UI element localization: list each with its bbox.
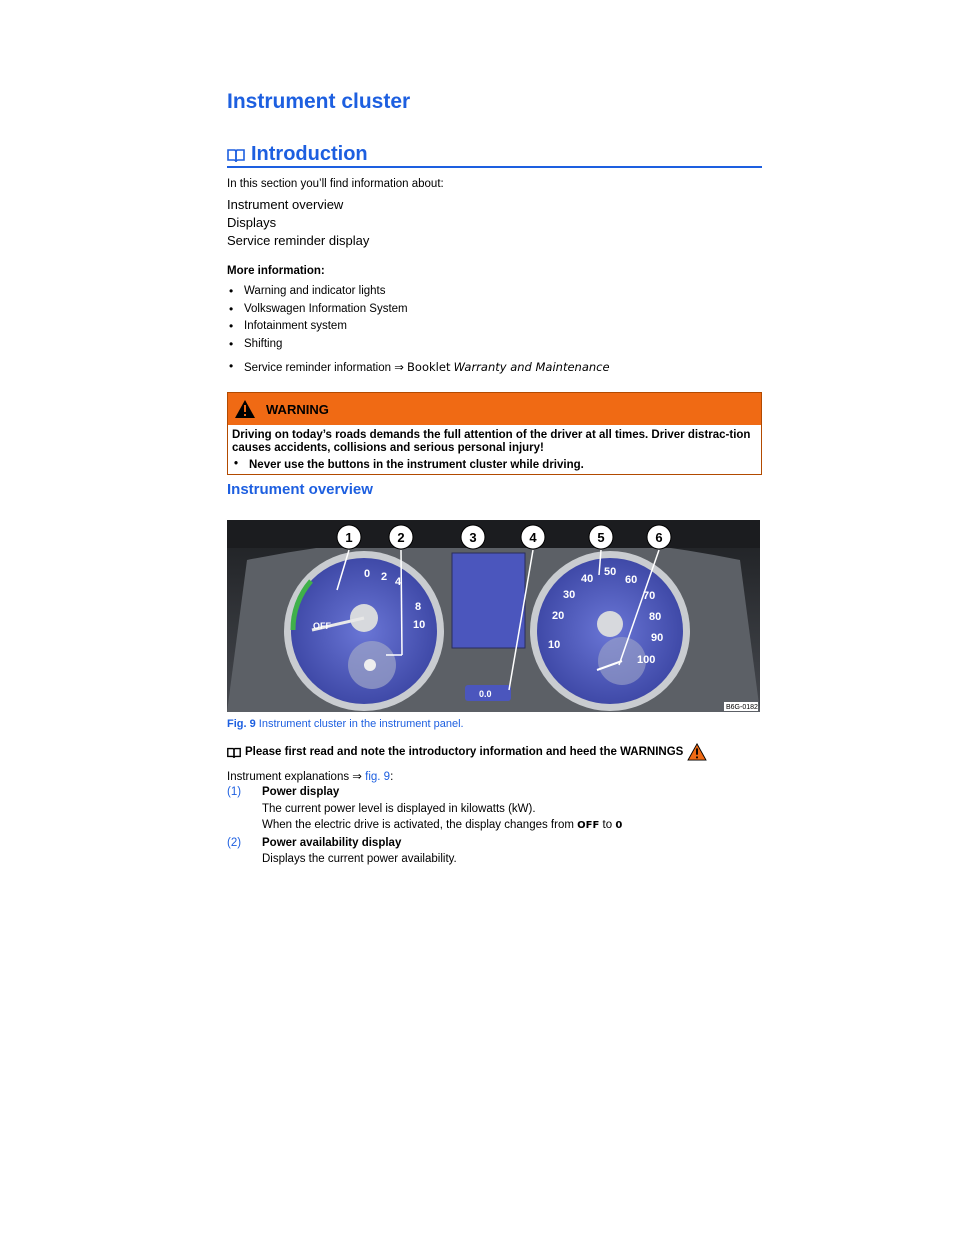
item-line: Displays the current power availability. — [262, 853, 457, 865]
right-tick-10: 10 — [548, 639, 561, 651]
list-item — [227, 835, 762, 868]
item-number: (2) — [227, 836, 242, 849]
callout-6: 6 — [655, 530, 663, 545]
heading-rule — [227, 166, 762, 168]
booklet-label: Booklet — [407, 360, 451, 375]
left-tick-10: 10 — [413, 619, 426, 631]
topic-instrument-overview[interactable]: Instrument overview — [227, 197, 344, 212]
cluster-illustration — [227, 520, 760, 712]
explanations-line: Instrument explanations ⇒ fig. 9: — [227, 771, 394, 783]
right-tick-60: 60 — [625, 574, 638, 586]
book-icon — [227, 747, 241, 758]
item-number: (1) — [227, 786, 242, 798]
list-item[interactable]: • Warning and indicator lights — [227, 285, 610, 303]
warning-header — [228, 393, 761, 425]
item-title: Power display — [262, 786, 340, 798]
callout-4: 4 — [529, 530, 537, 545]
figure-caption — [227, 718, 464, 730]
list-item — [227, 784, 762, 835]
right-tick-40: 40 — [581, 573, 594, 585]
list-item[interactable] — [227, 360, 610, 378]
service-item-text: Service reminder information ⇒ — [244, 362, 404, 375]
section-heading — [227, 143, 368, 166]
right-tick-70: 70 — [643, 590, 656, 602]
caption-label: Fig. 9 — [227, 718, 256, 730]
right-tick-50: 50 — [604, 566, 617, 578]
fig-9-link[interactable]: fig. 9 — [365, 771, 391, 783]
callout-3: 3 — [469, 530, 477, 545]
intro-text: In this section you’ll find information about: — [227, 178, 444, 190]
right-tick-90: 90 — [651, 632, 664, 644]
item-title: Power availability display — [262, 836, 402, 849]
caption-text: Instrument cluster in the instrument panel. — [258, 718, 464, 730]
instrument-overview-heading: Instrument overview — [227, 481, 373, 498]
warning-bullet: • Never use the buttons in the instrument cluster while driving. — [232, 459, 757, 472]
list-item[interactable]: • Infotainment system — [227, 320, 610, 338]
off-symbol: OFF — [577, 820, 600, 831]
book-icon — [227, 148, 245, 162]
page-title: Instrument cluster — [227, 90, 411, 113]
left-tick-8: 8 — [415, 601, 422, 613]
warning-text: Driving on today’s roads demands the full attention of the driver at all times. Driver distrac-tion causes accidents, collisions and serious personal injury! — [232, 429, 751, 454]
item-line: The current power level is displayed in kilowatts (kW). — [262, 802, 536, 815]
list-item[interactable]: • Shifting — [227, 338, 610, 356]
right-tick-80: 80 — [649, 611, 662, 623]
callout-1: 1 — [345, 530, 353, 545]
left-tick-0: 0 — [364, 568, 371, 580]
warning-triangle-icon — [234, 399, 256, 419]
right-tick-30: 30 — [563, 589, 576, 601]
left-gauge-off-label: OFF — [313, 621, 331, 631]
item-line: When the electric drive is activated, the display changes from OFF to 0 — [262, 819, 623, 831]
left-tick-2: 2 — [381, 571, 388, 583]
callout-5: 5 — [597, 530, 605, 545]
read-note — [227, 743, 707, 761]
explanation-list — [227, 784, 762, 868]
figure-code: B6G-0182 — [726, 704, 758, 711]
odometer-readout: 0.0 — [479, 689, 492, 699]
warning-triangle-icon[interactable] — [687, 743, 707, 761]
right-tick-100: 100 — [637, 654, 656, 666]
warning-body — [228, 425, 761, 472]
section-title: Introduction — [251, 143, 368, 165]
right-tick-20: 20 — [552, 610, 565, 622]
instrument-cluster-figure — [227, 520, 760, 712]
read-note-text: Please first read and note the introductory information and heed the WARNINGS — [245, 746, 684, 758]
callout-2: 2 — [397, 530, 405, 545]
topic-displays[interactable]: Displays — [227, 215, 277, 230]
warning-label: WARNING — [266, 401, 329, 417]
topic-service-reminder[interactable]: Service reminder display — [227, 233, 370, 248]
booklet-ref[interactable]: Warranty and Maintenance — [453, 360, 610, 375]
zero-symbol: 0 — [615, 820, 623, 831]
warning-box — [227, 392, 762, 475]
left-tick-4: 4 — [395, 576, 402, 588]
more-info-list — [227, 285, 610, 378]
list-item[interactable]: • Volkswagen Information System — [227, 303, 610, 321]
more-info-label: More information: — [227, 265, 325, 277]
